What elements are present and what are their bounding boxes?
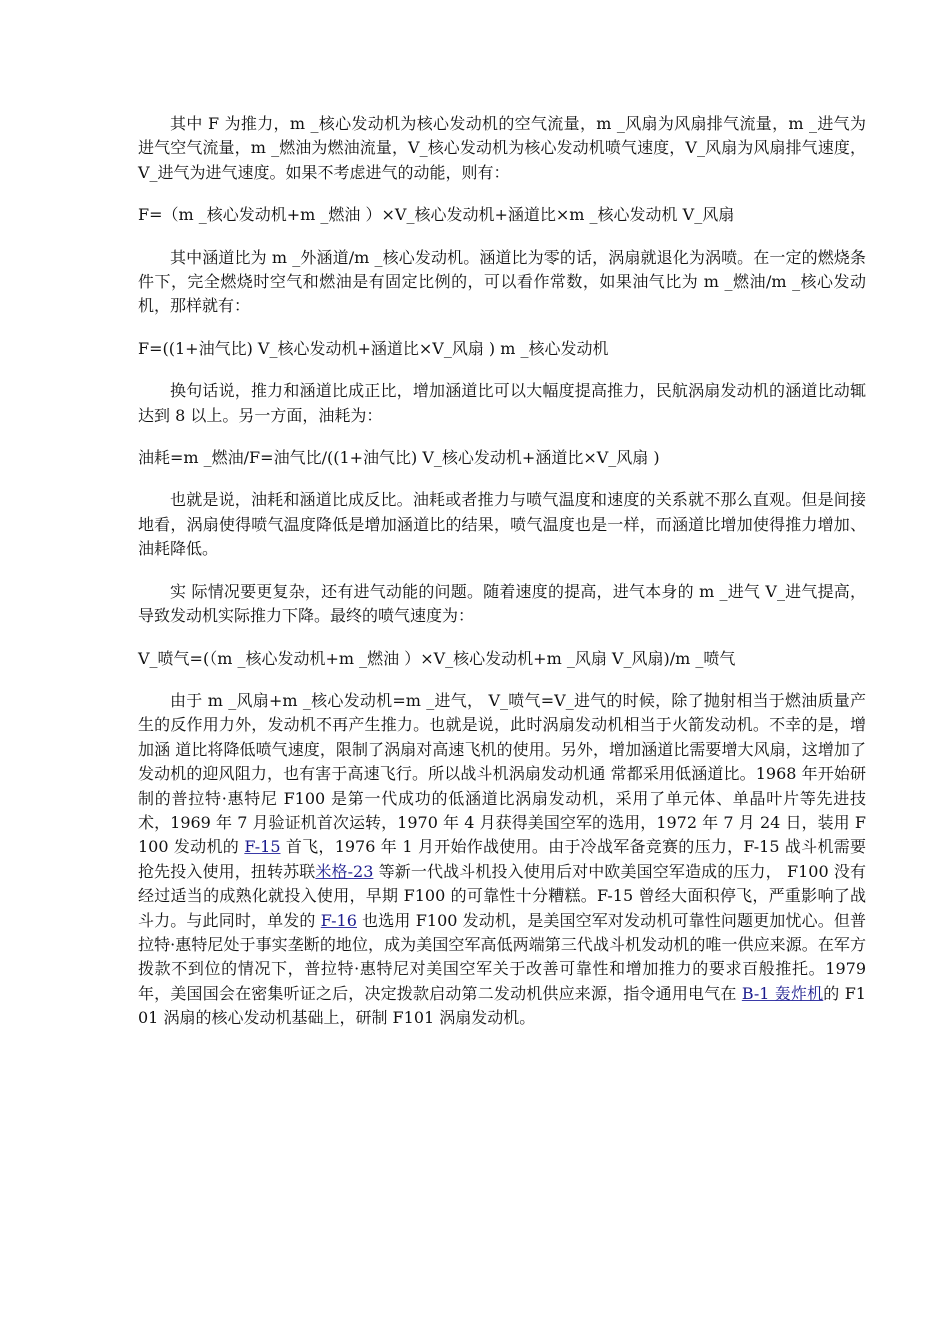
link-f-15[interactable]: F-15 xyxy=(244,837,281,857)
text-segment: 的 F101 涡扇的核心发动机基础上，研制 F101 涡扇发动机。 xyxy=(138,983,866,1028)
link-b-1-bomber[interactable]: B-1 轰炸机 xyxy=(741,983,824,1003)
formula-exhaust-velocity: V_喷气=(（m _核心发动机+m _燃油 ）×V_核心发动机+m _风扇 V_风扇)/m _喷气 xyxy=(138,648,736,668)
formula-thrust-basic: F=（m _核心发动机+m _燃油 ）×V_核心发动机+涵道比×m _核心发动机 V_风扇 xyxy=(138,205,735,225)
paragraph-thrust-definitions: 其中 F 为推力，m _核心发动机为核心发动机的空气流量，m _风扇为风扇排气流量，m _进气为进气空气流量，m _燃油为燃油流量，V_核心发动机为核心发动机喷气速度，V_风扇为风扇排气速度，V_进气为进气速度。如果不考虑进气的动能，则有： xyxy=(138,114,866,182)
text-segment: 也选用 F100 发动机，是美国空军对发动机可靠性问题更加忧心。但普拉特·惠特尼处于事实垄断的地位，成为美国空军高低两端第三代战斗机发动机的唯一供应来源。在军方拨款不到位的情况下，普拉特·惠特尼对美国空军关于改善可靠性和增加推力的要求百般推托。1979 年，美国国会在密集听证之后，决定拨款启动第二发动机供应来源，指令通用电气在 xyxy=(138,910,866,1003)
formula-fuel-consumption: 油耗=m _燃油/F=油气比/((1+油气比) V_核心发动机+涵道比×V_风扇 ) xyxy=(138,448,660,468)
paragraph-thrust-proportional: 换句话说，推力和涵道比成正比，增加涵道比可以大幅度提高推力，民航涡扇发动机的涵道比动辄达到 8 以上。另一方面，油耗为： xyxy=(138,381,866,425)
text-segment: 首飞，1976 年 1 月开始作战使用。由于冷战军备竞赛的压力，F-15 战斗机需要抢先投入使用，扭转苏联 xyxy=(138,837,866,881)
paragraph-fuel-consumption-inverse: 也就是说，油耗和涵道比成反比。油耗或者推力与喷气温度和速度的关系就不那么直观。但是间接地看，涡扇使得喷气温度降低是增加涵道比的结果，喷气温度也是一样，而涵道比增加使得推力增加、油耗降低。 xyxy=(138,490,866,559)
paragraph-intake-kinetic-energy: 实 际情况要更复杂，还有进气动能的问题。随着速度的提高，进气本身的 m _进气 V_进气提高，导致发动机实际推力下降。最终的喷气速度为： xyxy=(138,581,866,626)
text-segment: 等新一代战斗机投入使用后对中欧美国空军造成的压力， F100 没有经过适当的成熟化就投入使用，早期 F100 的可靠性十分糟糕。F-15 曾经大面积停飞，严重影响了战斗力。与此同时，单发的 xyxy=(138,861,866,930)
link-f-16[interactable]: F-16 xyxy=(320,910,357,930)
paragraph-f100-history xyxy=(138,689,866,1031)
link-mig-23[interactable]: 米格-23 xyxy=(315,861,374,881)
document-body xyxy=(138,112,866,1049)
formula-thrust-fuel-air-ratio: F=((1+油气比) V_核心发动机+涵道比×V_风扇 ) m _核心发动机 xyxy=(138,338,609,358)
text-segment: 由于 m _风扇+m _核心发动机=m _进气， V_喷气=V_进气的时候，除了抛射相当于燃油质量产生的反作用力外，发动机不再产生推力。也就是说，此时涡扇发动机相当于火箭发动机。不幸的是，增加涵 道比将降低喷气速度，限制了涡扇对高速飞机的使用。另外，增加涵道比需要增大风扇，这增加了发动机的迎风阻力，也有害于高速飞行。所以战斗机涡扇发动机通 常都采用低涵道比。1968 年开始研制的普拉特·惠特尼 F100 是第一代成功的低涵道比涡扇发动机，采用了单元体、单晶叶片等先进技术，1969 年 7 月验证机首次运转，1970 年 4 月获得美国空军的选用，1972 年 7 月 24 日，装用 F100 发动机的 xyxy=(138,690,866,857)
paragraph-bypass-ratio: 其中涵道比为 m _外涵道/m _核心发动机。涵道比为零的话，涡扇就退化为涡喷。在一定的燃烧条件下，完全燃烧时空气和燃油是有固定比例的，可以看作常数，如果油气比为 m _燃油/m _核心发动机，那样就有： xyxy=(138,247,866,316)
